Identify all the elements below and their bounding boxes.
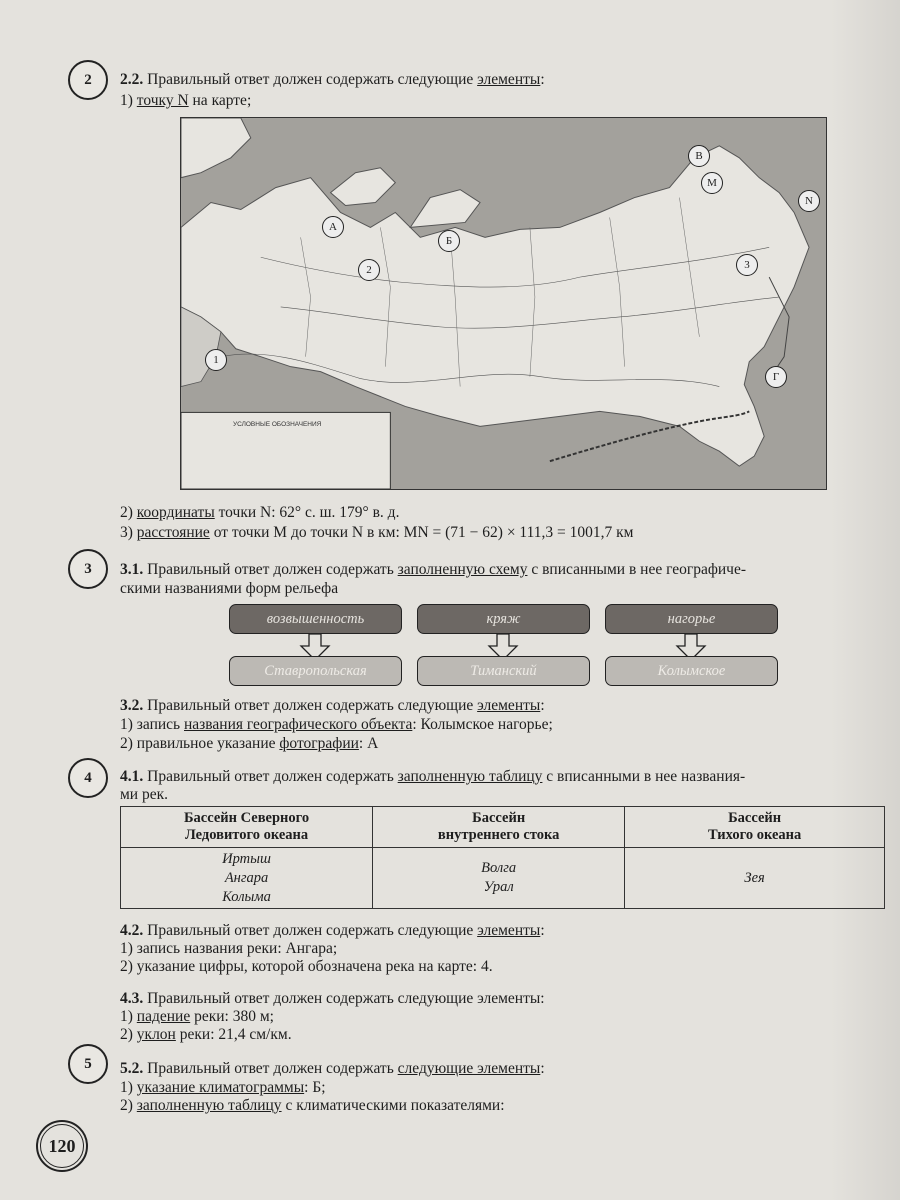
heading-text: Правильный ответ должен содержать следующие bbox=[147, 71, 478, 88]
marker-label: Б bbox=[445, 235, 453, 247]
table-cell bbox=[121, 848, 373, 909]
table-header-cell bbox=[121, 807, 373, 848]
task-4-1-heading bbox=[120, 768, 745, 786]
river-name: Колыма bbox=[222, 888, 271, 905]
scheme-bottom-box-3: Колымское bbox=[605, 656, 778, 686]
heading-text: Правильный ответ должен содержать следующие bbox=[147, 697, 478, 714]
rivers-table bbox=[120, 806, 885, 909]
header-line: Бассейн bbox=[728, 810, 782, 826]
task-number-badge bbox=[68, 758, 108, 798]
task-number-badge bbox=[68, 1044, 108, 1084]
task-number: 2 bbox=[84, 71, 92, 88]
header-line: внутреннего стока bbox=[437, 827, 560, 843]
scheme-bottom-box-2: Тиманский bbox=[417, 656, 590, 686]
heading-underlined: заполненную схему bbox=[397, 561, 528, 578]
river-name: Зея bbox=[744, 869, 765, 886]
scheme-top-box-2: кряж bbox=[417, 604, 590, 634]
question-code: 4.3. bbox=[120, 990, 144, 1007]
item-prefix: 1) bbox=[120, 1008, 137, 1025]
item-prefix: 2) bbox=[120, 1026, 137, 1043]
river-name: Иртыш bbox=[222, 850, 271, 867]
question-code: 2.2. bbox=[120, 71, 144, 88]
task-4-2-item-1: 1) запись названия реки: Ангара; bbox=[120, 940, 338, 957]
item-suffix: реки: 380 м; bbox=[190, 1008, 274, 1025]
item-suffix: : Колымское нагорье; bbox=[412, 716, 553, 733]
map-legend-title: УСЛОВНЫЕ ОБОЗНАЧЕНИЯ bbox=[233, 421, 322, 428]
task-4-3-item-2 bbox=[120, 1026, 292, 1044]
header-line: Бассейн Северного bbox=[183, 810, 310, 826]
task-3-2-item-2 bbox=[120, 735, 378, 753]
table-row bbox=[121, 848, 885, 909]
task-number: 4 bbox=[84, 769, 92, 786]
marker-label: 1 bbox=[213, 354, 219, 366]
heading-end: : bbox=[540, 1060, 545, 1077]
page-edge-shadow bbox=[830, 0, 900, 1200]
heading-end: : bbox=[540, 697, 545, 714]
item-underlined: названия географического объекта bbox=[184, 716, 413, 733]
heading-underlined: заполненную таблицу bbox=[397, 768, 543, 785]
task-3-1-heading-line2: скими названиями форм рельефа bbox=[120, 580, 339, 597]
river-name: Волга bbox=[481, 860, 517, 876]
item-prefix: 1) запись bbox=[120, 716, 184, 733]
item-suffix: от точки M до точки N в км: MN = (71 − 62) × 111,3 = 1001,7 км bbox=[209, 524, 634, 541]
heading-text-cont: с вписанными в нее названия- bbox=[542, 768, 746, 785]
item-suffix: на карте; bbox=[188, 92, 252, 109]
task-number: 3 bbox=[84, 560, 92, 577]
heading-text: Правильный ответ должен содержать следующие bbox=[147, 922, 478, 939]
task-number: 5 bbox=[84, 1055, 92, 1072]
heading-end: : bbox=[540, 71, 545, 88]
item-suffix: : Б; bbox=[304, 1079, 326, 1096]
item-suffix: точки N: 62° с. ш. 179° в. д. bbox=[214, 504, 400, 521]
item-underlined: фотографии bbox=[279, 735, 359, 752]
river-name: Урал bbox=[483, 879, 514, 895]
marker-label: М bbox=[707, 177, 717, 189]
heading-text: Правильный ответ должен содержать bbox=[147, 1060, 398, 1077]
header-line: Бассейн bbox=[472, 810, 526, 826]
item-prefix: 2) bbox=[120, 504, 137, 521]
task-4-3-heading bbox=[120, 990, 545, 1008]
item-underlined: координаты bbox=[136, 504, 215, 521]
heading-text: Правильный ответ должен содержать bbox=[147, 768, 398, 785]
header-line: Тихого океана bbox=[707, 827, 802, 843]
marker-label: В bbox=[695, 150, 703, 162]
item-underlined: падение bbox=[136, 1008, 191, 1025]
header-line: Ледовитого океана bbox=[184, 827, 309, 843]
marker-label: 3 bbox=[744, 259, 750, 271]
table-cell bbox=[373, 848, 625, 909]
table-header-row bbox=[121, 807, 885, 848]
item-prefix: 3) bbox=[120, 524, 137, 541]
task-4-2-heading bbox=[120, 922, 545, 940]
item-underlined: точку N bbox=[136, 92, 189, 109]
task-5-item-2 bbox=[120, 1097, 505, 1115]
task-4-3-item-1 bbox=[120, 1008, 274, 1026]
item-prefix: 1) bbox=[120, 92, 137, 109]
question-code: 3.1. bbox=[120, 561, 144, 578]
task-4-2-item-2: 2) указание цифры, которой обозначена река на карте: 4. bbox=[120, 958, 493, 975]
item-prefix: 2) правильное указание bbox=[120, 735, 280, 752]
scheme-bottom-box-1: Ставропольская bbox=[229, 656, 402, 686]
task-4-1-heading-line2: ми рек. bbox=[120, 786, 169, 803]
item-suffix: с климатическими показателями: bbox=[281, 1097, 505, 1114]
page-number: 120 bbox=[48, 1135, 76, 1156]
item-underlined: указание климатограммы bbox=[136, 1079, 305, 1096]
heading-text: Правильный ответ должен содержать следующие элементы: bbox=[147, 990, 545, 1007]
heading-underlined: следующие элементы bbox=[397, 1060, 541, 1077]
item-underlined: уклон bbox=[136, 1026, 176, 1043]
item-suffix: : А bbox=[358, 735, 379, 752]
question-code: 3.2. bbox=[120, 697, 144, 714]
item-prefix: 2) bbox=[120, 1097, 137, 1114]
heading-underlined: элементы bbox=[477, 697, 541, 714]
marker-label: 2 bbox=[366, 264, 372, 276]
item-underlined: заполненную таблицу bbox=[136, 1097, 282, 1114]
table-header-cell bbox=[373, 807, 625, 848]
heading-text-cont: с вписанными в нее географиче- bbox=[527, 561, 747, 578]
task-5-2-heading bbox=[120, 1060, 545, 1078]
page-number-badge bbox=[36, 1120, 88, 1172]
question-code: 5.2. bbox=[120, 1060, 144, 1077]
marker-label: А bbox=[329, 221, 337, 233]
item-suffix: реки: 21,4 см/км. bbox=[175, 1026, 292, 1043]
scheme-top-box-1: возвышенность bbox=[229, 604, 402, 634]
scheme-top-box-3: нагорье bbox=[605, 604, 778, 634]
task-5-item-1 bbox=[120, 1079, 326, 1097]
question-code: 4.1. bbox=[120, 768, 144, 785]
heading-text: Правильный ответ должен содержать bbox=[147, 561, 398, 578]
marker-label: Г bbox=[772, 371, 780, 383]
item-underlined: расстояние bbox=[136, 524, 210, 541]
river-name: Ангара bbox=[224, 869, 269, 886]
heading-underlined: элементы bbox=[477, 922, 541, 939]
heading-underlined: элементы bbox=[477, 71, 541, 88]
marker-label: N bbox=[805, 195, 813, 207]
task-3-2-item-1 bbox=[120, 716, 553, 734]
task-3-2-heading bbox=[120, 697, 545, 715]
heading-end: : bbox=[540, 922, 545, 939]
question-code: 4.2. bbox=[120, 922, 144, 939]
item-prefix: 1) bbox=[120, 1079, 137, 1096]
